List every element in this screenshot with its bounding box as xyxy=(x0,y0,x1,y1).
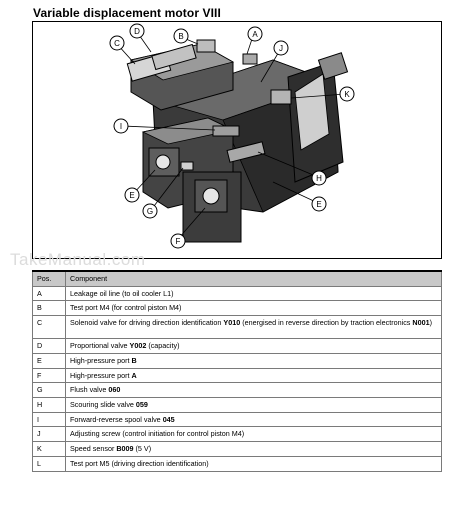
callout-f: F xyxy=(175,237,181,246)
component-text: Test port M5 (driving direction identification) xyxy=(70,458,209,468)
callout-c: C xyxy=(114,39,120,48)
components-table xyxy=(32,270,442,472)
row-pos: H xyxy=(33,398,66,413)
row-component xyxy=(66,316,442,339)
component-code: B xyxy=(131,355,137,365)
callout-a: A xyxy=(252,30,258,39)
table-body xyxy=(33,286,442,471)
row-pos: F xyxy=(33,368,66,383)
row-pos: C xyxy=(33,316,66,339)
table-row xyxy=(33,316,442,339)
row-component xyxy=(66,383,442,398)
components-table-wrapper xyxy=(32,270,442,472)
table-row xyxy=(33,383,442,398)
component-text: Scouring slide valve xyxy=(70,400,136,410)
row-pos: K xyxy=(33,442,66,457)
callout-i: I xyxy=(119,122,123,131)
row-component xyxy=(66,456,442,471)
callout-j: J xyxy=(279,44,283,53)
component-text: High-pressure port xyxy=(70,355,132,365)
row-pos: I xyxy=(33,412,66,427)
row-component xyxy=(66,442,442,457)
row-pos: J xyxy=(33,427,66,442)
component-text: Proportional valve xyxy=(70,341,130,351)
component-code: Y010 xyxy=(223,318,241,328)
row-component xyxy=(66,368,442,383)
component-code: B009 xyxy=(116,444,134,454)
table-row xyxy=(33,339,442,354)
component-text: High-pressure port xyxy=(70,370,132,380)
row-component xyxy=(66,286,442,301)
leakage-line-a xyxy=(243,54,257,64)
motor-drawing xyxy=(33,22,443,260)
table-row xyxy=(33,442,442,457)
row-component xyxy=(66,301,442,316)
table-row xyxy=(33,427,442,442)
row-component xyxy=(66,339,442,354)
callout-g: G xyxy=(146,207,154,216)
row-component xyxy=(66,398,442,413)
component-text: (capacity) xyxy=(146,341,180,351)
table-row xyxy=(33,456,442,471)
table-row xyxy=(33,353,442,368)
row-component xyxy=(66,427,442,442)
table-row xyxy=(33,368,442,383)
component-text: Flush valve xyxy=(70,385,109,395)
component-text: Forward-reverse spool valve xyxy=(70,414,163,424)
row-component xyxy=(66,353,442,368)
component-text: ) xyxy=(429,318,432,328)
table-row xyxy=(33,412,442,427)
component-text: Solenoid valve for driving direction identification xyxy=(70,318,224,328)
header-component: Component xyxy=(66,271,442,286)
callout-d: D xyxy=(134,27,140,36)
speed-sensor-k xyxy=(271,90,291,104)
component-text: Test port M4 (for control piston M4) xyxy=(70,303,182,313)
watermark: TakeManual.com xyxy=(10,250,146,269)
table-row xyxy=(33,286,442,301)
page-title: Variable displacement motor VIII xyxy=(33,6,221,20)
component-code: Y002 xyxy=(129,341,147,351)
component-code: N001 xyxy=(412,318,430,328)
row-pos: B xyxy=(33,301,66,316)
component-code: 059 xyxy=(135,400,148,410)
table-row xyxy=(33,398,442,413)
callout-e-left: E xyxy=(129,191,135,200)
component-text: (energised in reverse direction by traction electronics xyxy=(240,318,413,328)
row-pos: A xyxy=(33,286,66,301)
port-f-bore xyxy=(203,188,219,204)
table-header-row xyxy=(33,271,442,286)
motor-illustration xyxy=(32,21,442,259)
row-pos: D xyxy=(33,339,66,354)
row-pos: E xyxy=(33,353,66,368)
port-e-bore xyxy=(156,155,170,169)
callout-h: H xyxy=(316,174,322,183)
header-pos: Pos. xyxy=(33,271,66,286)
row-component xyxy=(66,412,442,427)
component-code: A xyxy=(131,370,137,380)
component-text: Adjusting screw (control initiation for control piston M4) xyxy=(70,429,245,439)
component-code: 060 xyxy=(108,385,121,395)
callout-k: K xyxy=(344,90,350,99)
table-row xyxy=(33,301,442,316)
component-text: Speed sensor xyxy=(70,444,117,454)
callout-b: B xyxy=(178,32,184,41)
test-port-b xyxy=(197,40,215,52)
row-pos: L xyxy=(33,456,66,471)
component-text: Leakage oil line (to oil cooler L1) xyxy=(70,288,174,298)
row-pos: G xyxy=(33,383,66,398)
spool-valve-i xyxy=(213,126,239,136)
component-code: 045 xyxy=(162,414,175,424)
callout-e-right: E xyxy=(316,200,322,209)
component-text: (5 V) xyxy=(133,444,152,454)
